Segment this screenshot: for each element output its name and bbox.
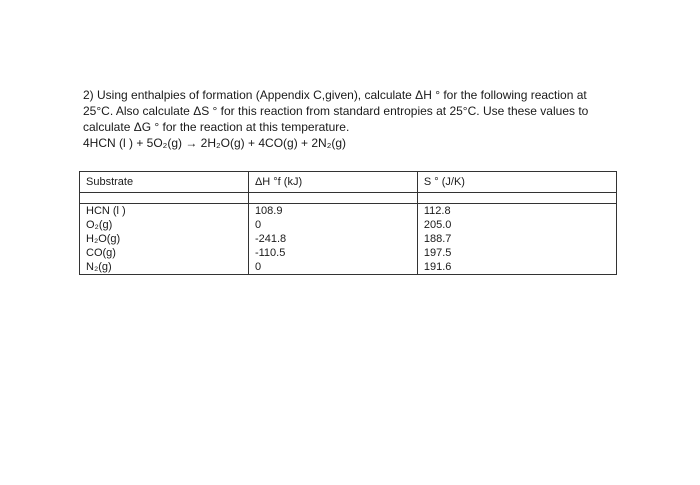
thermo-data-table <box>79 171 617 275</box>
question-line-3: calculate ΔG ° for the reaction at this temperature. <box>83 120 350 134</box>
question-line-2: 25°C. Also calculate ΔS ° for this reaction from standard entropies at 25°C. Use these values to <box>83 104 589 118</box>
delta-h-cell: -110.5 <box>254 247 286 259</box>
entropy-cell: 188.7 <box>423 233 452 245</box>
delta-h-column <box>248 204 417 275</box>
delta-h-cell: 0 <box>254 261 262 273</box>
entropy-cell: 197.5 <box>423 247 452 259</box>
substrate-column <box>80 204 249 275</box>
substrate-cell: O₂(g) <box>86 219 113 231</box>
substrate-cell: N₂(g) <box>86 261 112 273</box>
table-body-row <box>80 204 617 275</box>
question-line-1: 2) Using enthalpies of formation (Appendix C,given), calculate ΔH ° for the following reaction at <box>83 88 587 102</box>
entropy-cell: 191.6 <box>423 261 452 273</box>
table-spacer-row <box>80 193 617 204</box>
question-text <box>83 87 643 151</box>
header-entropy: S ° (J/K) <box>417 172 616 193</box>
substrate-cell: H₂O(g) <box>86 233 121 245</box>
entropy-cell: 205.0 <box>423 219 452 231</box>
header-delta-h: ΔH °f (kJ) <box>248 172 417 193</box>
reaction-equation: 4HCN (l ) + 5O₂(g) → 2H₂O(g) + 4CO(g) + 2N₂(g) <box>83 136 347 150</box>
table-header-row <box>80 172 617 193</box>
delta-h-cell: 108.9 <box>254 205 283 217</box>
delta-h-cell: 0 <box>254 219 262 231</box>
header-substrate: Substrate <box>80 172 249 193</box>
entropy-column <box>417 204 616 275</box>
entropy-cell: 112.8 <box>423 205 451 217</box>
delta-h-cell: -241.8 <box>254 233 287 245</box>
substrate-cell: CO(g) <box>86 247 116 259</box>
substrate-cell: HCN (l ) <box>86 205 126 217</box>
